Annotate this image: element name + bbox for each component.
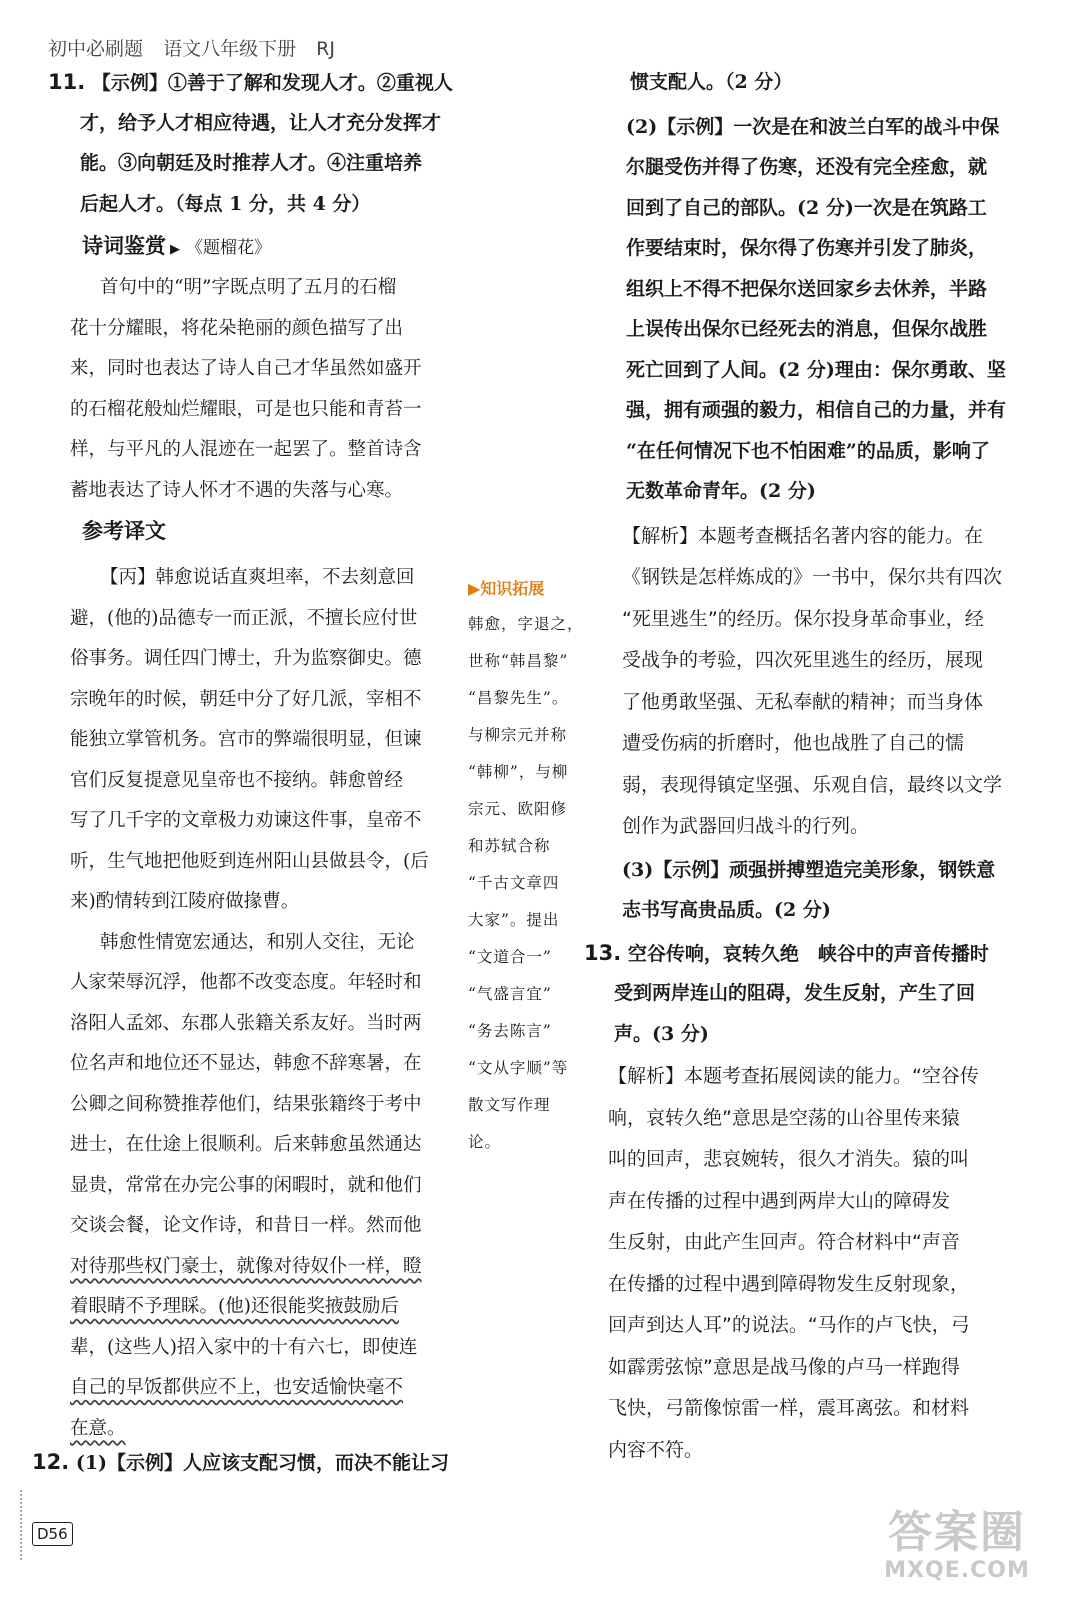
q12-part2-line: (2)【示例】一次是在和波兰白军的战斗中保 xyxy=(626,115,1000,138)
q11-line: 后起人才。（每点 1 分，共 4 分） xyxy=(80,192,371,215)
translation-line: 位名声和地位还不显达，韩愈不辞寒暑，在 xyxy=(70,1053,422,1074)
translation-line: 听，生气地把他贬到连州阳山县做县令，(后 xyxy=(70,850,429,872)
page-number: D56 xyxy=(32,1522,73,1546)
poem-line: 蓄地表达了诗人怀才不遇的失落与心寒。 xyxy=(70,479,404,501)
analysis-line: 生反射，由此产生回声。符合材料中“声音 xyxy=(608,1231,960,1253)
subject-name: 语文八年级下册 xyxy=(163,38,297,60)
analysis-line: 响，哀转久绝”意思是空荡的山谷里传来猿 xyxy=(608,1106,960,1129)
q12-analysis xyxy=(600,516,1032,848)
q11-text: 【示例】①善于了解和发现人才。②重视人 xyxy=(91,72,453,94)
poem-line: 来，同时也表达了诗人自己才华虽然如盛开 xyxy=(70,358,422,379)
translation-line: 对待那些权门豪士，就像对待奴仆一样，瞪 xyxy=(70,1255,422,1277)
right-column xyxy=(584,62,1032,1471)
note-line: 论。 xyxy=(468,1133,502,1151)
series-name: 初中必刷题 xyxy=(48,38,144,60)
translation-title: 参考译文 xyxy=(82,519,166,543)
q12-text: (1)【示例】人应该支配习惯，而决不能让习 xyxy=(75,1452,450,1474)
knowledge-extension-title: ▶知识拓展 xyxy=(468,579,545,598)
poem-line: 花十分耀眼，将花朵艳丽的颜色描写了出 xyxy=(70,317,404,339)
q12-part2-line: 回到了自己的部队。(2 分)一次是在筑路工 xyxy=(626,196,987,219)
translation-line: 【丙】韩愈说话直爽坦率，不去刻意回 xyxy=(100,567,415,588)
analysis-line: 创作为武器回归战斗的行列。 xyxy=(622,815,870,837)
q12-part2-line: 作要结束时，保尔得了伤寒并引发了肺炎， xyxy=(626,237,988,259)
poem-section-title xyxy=(82,224,478,268)
translation-line: 俗事务。调任四门博士，升为监察御史。德 xyxy=(70,648,422,669)
analysis-line: 飞快，弓箭像惊雷一样，震耳离弦。和材料 xyxy=(608,1397,970,1419)
analysis-line: 在传播的过程中遇到障碍物发生反射现象， xyxy=(608,1272,970,1295)
triangle-icon: ▶ xyxy=(170,242,180,257)
q12-part2-line: 死亡回到了人间。(2 分)理由：保尔勇敢、坚 xyxy=(626,358,1006,381)
reference-translation xyxy=(70,558,462,1449)
edition-label: RJ xyxy=(316,38,335,60)
q13-line xyxy=(584,933,1032,974)
q12-continuation: 惯支配人。（2 分） xyxy=(630,71,793,93)
note-line: “千古文章四 xyxy=(468,874,560,892)
translation-line: 进士，在仕途上很顺利。后来韩愈虽然通达 xyxy=(70,1134,422,1155)
analysis-line: 遭受伤病的折磨时，他也战胜了自己的懦 xyxy=(622,732,965,754)
note-line: 韩愈，字退之， xyxy=(468,615,584,633)
poem-line: 样，与平凡的人混迹在一起罢了。整首诗含 xyxy=(70,439,422,460)
note-line: “文道合一” xyxy=(468,948,552,966)
note-line: 散文写作理 xyxy=(468,1096,551,1114)
q11-line: 能。③向朝廷及时推荐人才。④注重培养 xyxy=(80,152,423,174)
q12-part2-line: 上误传出保尔已经死去的消息，但保尔战胜 xyxy=(626,318,988,340)
analysis-line: 如霹雳弦惊”意思是战马像的卢马一样跑得 xyxy=(608,1355,960,1378)
q12-number: 12. xyxy=(32,1450,70,1474)
q13-number: 13. xyxy=(584,940,622,965)
translation-line: 韩愈性情宽宏通达，和别人交往，无论 xyxy=(100,931,415,953)
question-11 xyxy=(48,62,478,224)
poem-line: 的石榴花般灿烂耀眼，可是也只能和青苔一 xyxy=(70,398,422,420)
note-line: “昌黎先生”。 xyxy=(468,689,569,707)
analysis-line: 回声到达人耳”的说法。“马作的卢飞快，弓 xyxy=(608,1314,970,1336)
poem-line: 首句中的“明”字既点明了五月的石榴 xyxy=(100,277,397,298)
analysis-line: 受战争的考验，四次死里逃生的经历，展现 xyxy=(622,649,984,671)
q12-part2-line: 无数革命青年。(2 分) xyxy=(626,480,816,502)
translation-line: 写了几千字的文章极力劝谏这件事，皇帝不 xyxy=(70,810,422,831)
note-line: 大家”。提出 xyxy=(468,911,560,929)
knowledge-extension-note xyxy=(468,572,586,1161)
analysis-line: 弱，表现得镇定坚强、乐观自信，最终以文学 xyxy=(622,773,1003,796)
page-header xyxy=(48,34,349,61)
translation-line: 公卿之间称赞推荐他们，结果张籍终于考中 xyxy=(70,1093,422,1115)
q13-text: 空谷传响，哀转久绝 峡谷中的声音传播时 xyxy=(627,942,989,965)
note-line: 与柳宗元并称 xyxy=(468,726,568,744)
page-edge-marker xyxy=(20,1490,28,1560)
analysis-line: 【解析】本题考查拓展阅读的能力。“空谷传 xyxy=(608,1065,979,1087)
q11-line xyxy=(48,62,478,103)
translation-line: 着眼睛不予理睬。(他)还很能奖掖鼓励后 xyxy=(70,1296,399,1317)
q11-number: 11. xyxy=(48,70,86,94)
poem-heading: 诗词鉴赏 xyxy=(82,234,166,258)
analysis-line: 内容不符。 xyxy=(608,1438,704,1461)
q12-line xyxy=(32,1442,482,1483)
watermark-logo: 答案圈 xyxy=(888,1507,1026,1558)
note-line: “文从字顺”等 xyxy=(468,1059,569,1077)
translation-line: 能独立掌管机务。宫市的弊端很明显，但谏 xyxy=(70,729,422,750)
translation-line: 辈，(这些人)招入家中的十有六七，即使连 xyxy=(70,1336,418,1358)
analysis-line: “死里逃生”的经历。保尔投身革命事业，经 xyxy=(622,607,984,630)
q12-part2-line: “在任何情况下也不怕困难”的品质，影响了 xyxy=(626,439,990,462)
analysis-line: 【解析】本题考查概括名著内容的能力。在 xyxy=(622,524,984,547)
q12-part2-line: 尔腿受伤并得了伤寒，还没有完全痊愈，就 xyxy=(626,156,988,178)
note-line: “韩柳”，与柳 xyxy=(468,763,569,781)
note-line: 宗元、欧阳修 xyxy=(468,800,568,818)
poem-name: 《题榴花》 xyxy=(186,238,271,258)
q12-part2-line: 强，拥有顽强的毅力，相信自己的力量，并有 xyxy=(626,399,1007,421)
translation-line: 交谈会餐，论文作诗，和昔日一样。然而他 xyxy=(70,1215,422,1236)
translation-line: 显贵，常常在办完公事的闲暇时，就和他们 xyxy=(70,1174,422,1196)
analysis-line: 声在传播的过程中遇到两岸大山的障碍发 xyxy=(608,1189,951,1212)
translation-line: 官们反复提意见皇帝也不接纳。韩愈曾经 xyxy=(70,769,404,791)
translation-line: 来)酌情转到江陵府做掾曹。 xyxy=(70,891,300,912)
q12-part2-line: 组织上不得不把保尔送回家乡去休养，半路 xyxy=(626,277,988,300)
question-13 xyxy=(584,933,1032,1055)
analysis-line: 《钢铁是怎样炼成的》一书中，保尔共有四次 xyxy=(622,566,1003,588)
q11-line: 才，给予人才相应待遇，让人才充分发挥才 xyxy=(80,111,442,134)
translation-line: 洛阳人孟郊、东郡人张籍关系友好。当时两 xyxy=(70,1012,422,1034)
translation-line: 宗晚年的时候，朝廷中分了好几派，宰相不 xyxy=(70,688,422,710)
translation-line: 避，(他的)品德专一而正派，不擅长应付世 xyxy=(70,607,418,629)
q12-part3-line: 志书写高贵品质。(2 分) xyxy=(622,899,831,921)
watermark-url: MXQE.COM xyxy=(884,1558,1030,1583)
q12-part3 xyxy=(600,850,1032,931)
q12-part2 xyxy=(600,107,1032,512)
q13-analysis xyxy=(608,1056,1032,1471)
translation-line: 在意。 xyxy=(70,1417,126,1439)
analysis-line: 叫的回声，悲哀婉转，很久才消失。猿的叫 xyxy=(608,1148,970,1170)
note-line: 世称“韩昌黎” xyxy=(468,652,569,670)
q13-line: 受到两岸连山的阻碍，发生反射，产生了回 xyxy=(614,982,976,1004)
note-line: “气盛言宜” xyxy=(468,985,552,1003)
left-column xyxy=(48,62,478,551)
q12-part3-line: (3)【示例】顽强拼搏塑造完美形象，钢铁意 xyxy=(622,858,996,881)
translation-line: 自己的早饭都供应不上，也安适愉快毫不 xyxy=(70,1377,404,1398)
note-line: 和苏轼合称 xyxy=(468,837,551,855)
note-line: “务去陈言” xyxy=(468,1022,552,1040)
poem-appreciation xyxy=(70,268,490,511)
translation-line: 人家荣辱沉浮，他都不改变态度。年轻时和 xyxy=(70,972,422,993)
analysis-line: 了他勇敢坚强、无私奉献的精神；而当身体 xyxy=(622,690,984,713)
q13-line: 声。(3 分) xyxy=(614,1022,709,1045)
question-12-start xyxy=(32,1442,482,1483)
site-watermark xyxy=(872,1508,1042,1584)
